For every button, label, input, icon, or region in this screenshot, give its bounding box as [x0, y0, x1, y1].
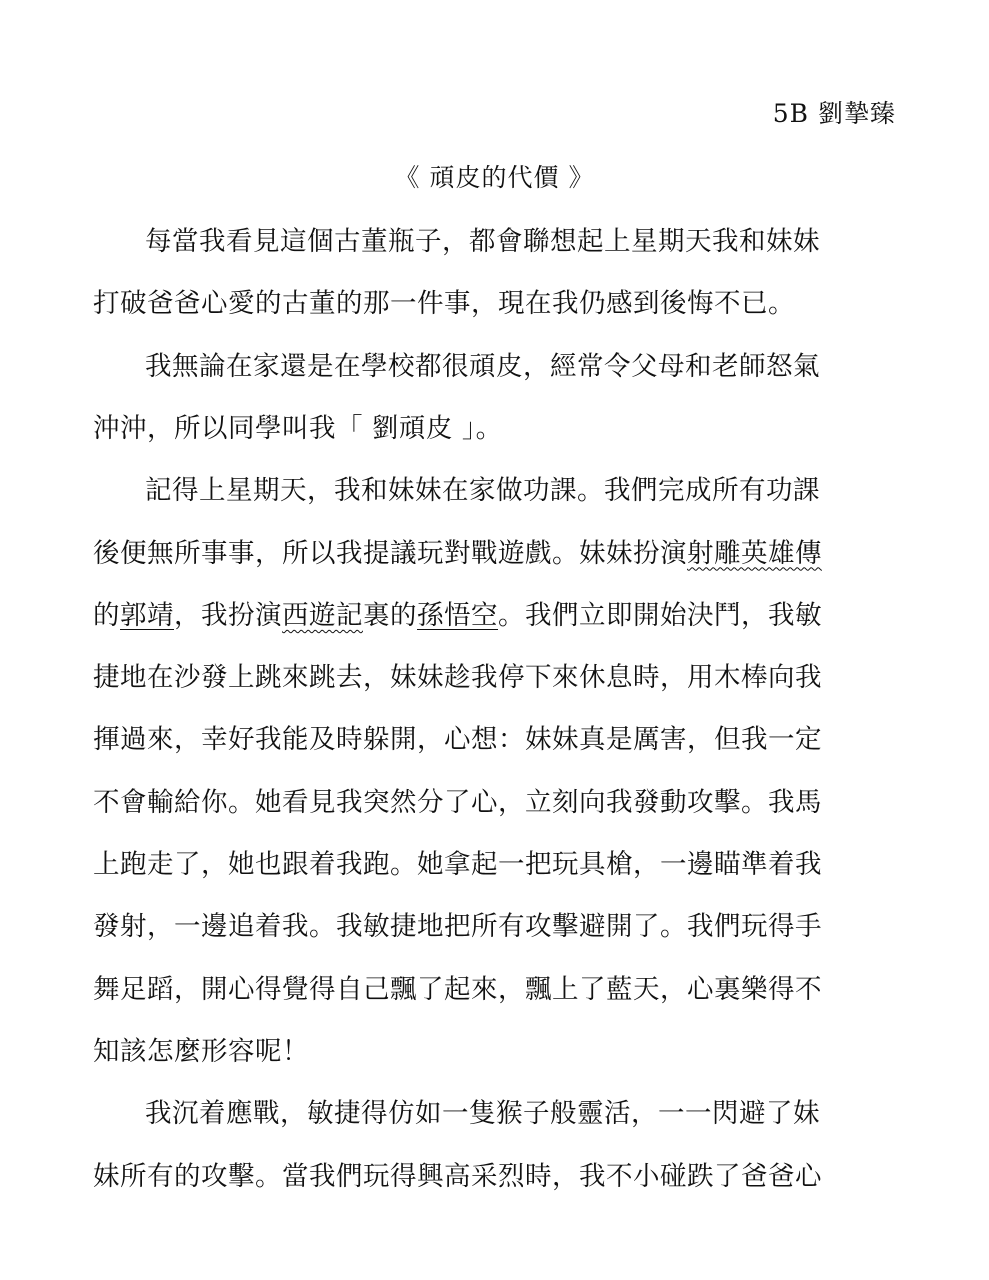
text-line: [93, 972, 893, 1008]
text-segment: 。我們立即開始決鬥，我敏: [498, 599, 822, 631]
book-title: 西遊記: [282, 599, 363, 631]
text-segment: 裏的: [363, 599, 417, 631]
proper-name: 郭靖: [120, 599, 174, 631]
proper-name: 孫悟空: [417, 599, 498, 631]
text-segment: 沖沖，所以同學叫我「 劉頑皮 」。: [93, 412, 503, 444]
text-line: [93, 847, 893, 883]
text-segment: 捷地在沙發上跳來跳去，妹妹趁我停下來休息時，用木棒向我: [93, 662, 822, 694]
text-line: [93, 286, 893, 322]
text-line: [93, 722, 893, 758]
text-line: [93, 660, 893, 696]
text-segment: 知該怎麼形容呢！: [93, 1035, 309, 1067]
text-segment: 的: [93, 599, 120, 631]
text-segment: 我無論在家還是在學校都很頑皮，經常令父母和老師怒氣: [145, 350, 820, 382]
text-line: [145, 224, 893, 260]
text-line: [93, 909, 893, 945]
text-segment: ，我扮演: [174, 599, 282, 631]
essay-title: 《 頑皮的代價 》: [394, 163, 595, 192]
text-segment: 發射，一邊追着我。我敏捷地把所有攻擊避開了。我們玩得手: [93, 911, 822, 943]
text-segment: 不會輸給你。她看見我突然分了心，立刻向我發動攻擊。我馬: [93, 786, 822, 818]
text-segment: 妹所有的攻擊。當我們玩得興高采烈時，我不小碰跌了爸爸心: [93, 1160, 822, 1192]
text-segment: 我沉着應戰，敏捷得仿如一隻猴子般靈活，一一閃避了妹: [145, 1098, 820, 1130]
text-segment: 揮過來，幸好我能及時躲開，心想：妹妹真是厲害，但我一定: [93, 724, 822, 756]
text-segment: 舞足蹈，開心得覺得自己飄了起來，飄上了藍天，心裏樂得不: [93, 973, 822, 1005]
text-segment: 每當我看見這個古董瓶子，都會聯想起上星期天我和妹妹: [145, 226, 820, 257]
text-line: [93, 411, 893, 447]
text-segment: 記得上星期天，我和妹妹在家做功課。我們完成所有功課: [145, 475, 820, 507]
text-line: [93, 785, 893, 821]
text-line: [145, 1096, 893, 1132]
text-line: [145, 349, 893, 385]
text-line: [93, 1159, 893, 1195]
text-segment: 上跑走了，她也跟着我跑。她拿起一把玩具槍，一邊瞄準着我: [93, 849, 822, 880]
author-line: 5B 劉摯臻: [772, 99, 896, 128]
text-line: [93, 536, 893, 572]
text-line: [93, 598, 893, 634]
text-line: [145, 473, 893, 509]
text-segment: 後便無所事事，所以我提議玩對戰遊戲。妹妹扮演: [93, 537, 687, 569]
book-title: 射雕英雄傳: [687, 537, 822, 569]
text-segment: 打破爸爸心愛的古董的那一件事，現在我仍感到後悔不已。: [93, 288, 795, 320]
text-line: [93, 1034, 893, 1070]
